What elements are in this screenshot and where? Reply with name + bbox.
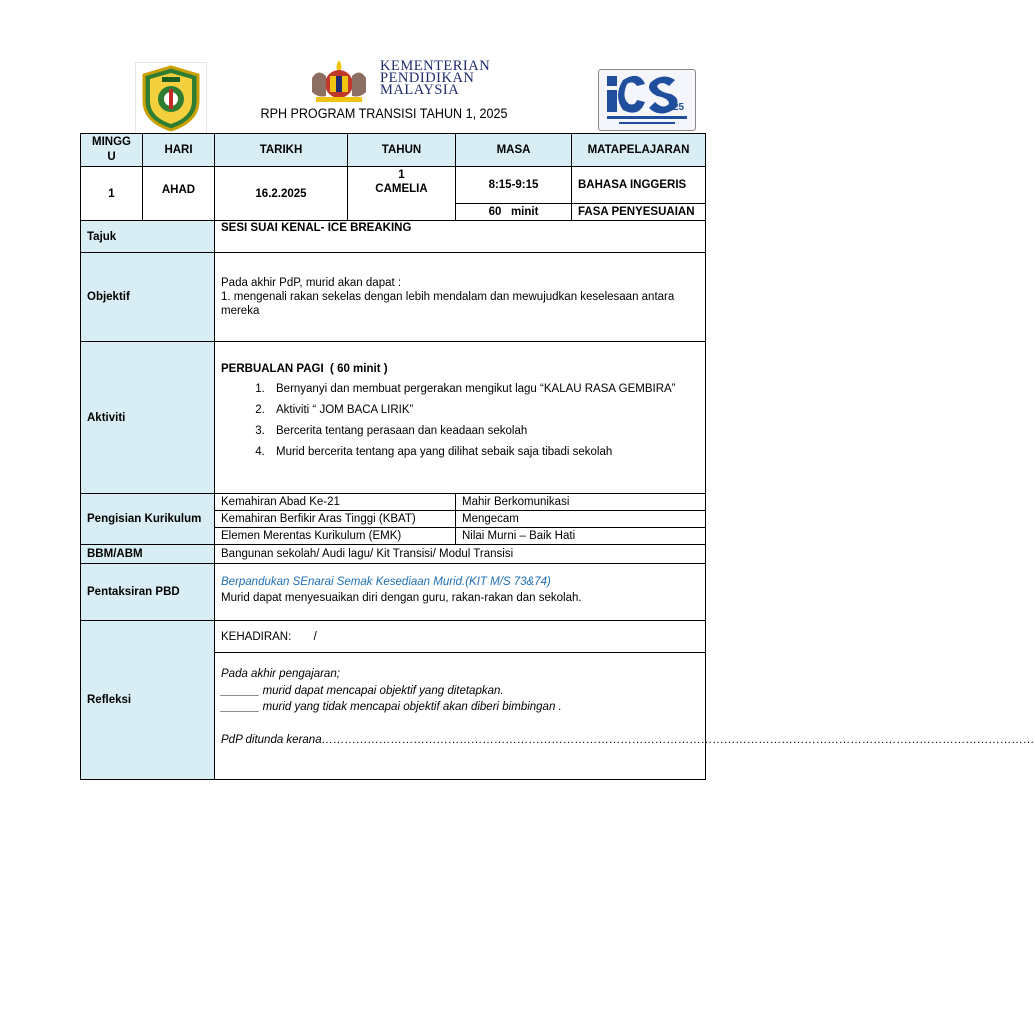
kehadiran: KEHADIRAN: / xyxy=(215,621,706,653)
pengisian-right: Mengecam xyxy=(456,511,706,528)
header-hari: HARI xyxy=(143,134,215,167)
info-row xyxy=(81,167,706,204)
school-crest-logo xyxy=(135,62,207,134)
minggu-value: 1 xyxy=(81,167,143,221)
tarikh-value: 16.2.2025 xyxy=(215,167,348,221)
pbd-line-1: Berpandukan SEnarai Semak Kesediaan Murid.(KIT M/S 73&74) xyxy=(221,576,551,588)
pengisian-left: Kemahiran Berfikir Aras Tinggi (KBAT) xyxy=(215,511,456,528)
tajuk-label: Tajuk xyxy=(81,221,215,253)
tajuk-value: SESI SUAI KENAL- ICE BREAKING xyxy=(215,221,706,253)
pengisian-right: Nilai Murni – Baik Hati xyxy=(456,528,706,545)
objektif-row xyxy=(81,253,706,342)
aktiviti-list xyxy=(221,382,699,459)
aktiviti-content xyxy=(215,342,706,494)
aktiviti-item: 4. Murid bercerita tentang apa yang dilihat sebaik saja tibadi sekolah xyxy=(268,445,699,459)
pengisian-right: Mahir Berkomunikasi xyxy=(456,494,706,511)
objektif-intro: Pada akhir PdP, murid akan dapat : xyxy=(221,277,402,289)
pbd-label: Pentaksiran PBD xyxy=(81,564,215,621)
svg-text:25: 25 xyxy=(673,102,685,113)
objektif-item: 1. mengenali rakan sekelas dengan lebih mendalam dan mewujudkan keselesaan antara mereka xyxy=(221,291,675,317)
pengisian-left: Elemen Merentas Kurikulum (EMK) xyxy=(215,528,456,545)
ministry-line-3: MALAYSIA xyxy=(380,82,460,98)
header-minggu: MINGG U xyxy=(81,134,143,167)
refleksi-content xyxy=(215,653,1035,780)
pengisian-left: Kemahiran Abad Ke-21 xyxy=(215,494,456,511)
tahun-line-1: 1 xyxy=(398,169,405,181)
bbm-row xyxy=(81,545,706,564)
ministry-logo xyxy=(306,58,516,104)
refleksi-row-1 xyxy=(81,621,706,653)
pbd-row xyxy=(81,564,706,621)
pengisian-label: Pengisian Kurikulum xyxy=(81,494,215,545)
header-row xyxy=(81,134,706,167)
document-title: RPH PROGRAM TRANSISI TAHUN 1, 2025 xyxy=(260,106,508,121)
refleksi-line-1: Pada akhir pengajaran; xyxy=(221,668,340,680)
objektif-label: Objektif xyxy=(81,253,215,342)
header-tarikh: TARIKH xyxy=(215,134,348,167)
masa-value: 8:15-9:15 xyxy=(456,167,572,204)
pbd-line-2: Murid dapat menyesuaikan diri dengan guru, rakan-rakan dan sekolah. xyxy=(221,592,582,604)
refleksi-line-3: ______ murid yang tidak mencapai objektif akan diberi bimbingan . xyxy=(221,701,562,713)
tahun-value xyxy=(348,167,456,221)
bbm-label: BBM/ABM xyxy=(81,545,215,564)
header-matapelajaran: MATAPELAJARAN xyxy=(572,134,706,167)
objektif-content xyxy=(215,253,706,342)
masa-minit: 60 minit xyxy=(456,204,572,221)
aktiviti-item: 2. Aktiviti “ JOM BACA LIRIK” xyxy=(268,403,699,417)
ministry-line-1: KEMENTERIAN xyxy=(380,58,491,74)
tajuk-row xyxy=(81,221,706,253)
aktiviti-row xyxy=(81,342,706,494)
refleksi-spacer xyxy=(221,716,699,732)
pengisian-row-1 xyxy=(81,494,706,511)
tahun-line-2: CAMELIA xyxy=(375,183,428,195)
hari-value: AHAD xyxy=(143,167,215,221)
rph-table xyxy=(80,133,1035,780)
pbd-content xyxy=(215,564,706,621)
refleksi-label: Refleksi xyxy=(81,621,215,780)
program-logo xyxy=(598,69,696,131)
matapelajaran-value: BAHASA INGGERIS xyxy=(572,167,706,204)
header-tahun: TAHUN xyxy=(348,134,456,167)
refleksi-line-2: ______ murid dapat mencapai objektif yang ditetapkan. xyxy=(221,684,504,697)
refleksi-line-4: PdP ditunda kerana…………………………………………………………………………………………………………………………………………………………………… xyxy=(221,733,1035,746)
header-masa: MASA xyxy=(456,134,572,167)
ministry-wordmark xyxy=(380,60,490,96)
aktiviti-item: 1. Bernyanyi dan membuat pergerakan mengikut lagu “KALAU RASA GEMBIRA” xyxy=(268,382,699,396)
fasa-value: FASA PENYESUAIAN xyxy=(572,204,706,221)
aktiviti-item: 3. Bercerita tentang perasaan dan keadaan sekolah xyxy=(268,424,699,438)
bbm-value: Bangunan sekolah/ Audi lagu/ Kit Transisi/ Modul Transisi xyxy=(215,545,706,564)
aktiviti-label: Aktiviti xyxy=(81,342,215,494)
aktiviti-heading: PERBUALAN PAGI ( 60 minit ) xyxy=(221,363,388,375)
ministry-line-2: PENDIDIKAN xyxy=(380,70,475,86)
